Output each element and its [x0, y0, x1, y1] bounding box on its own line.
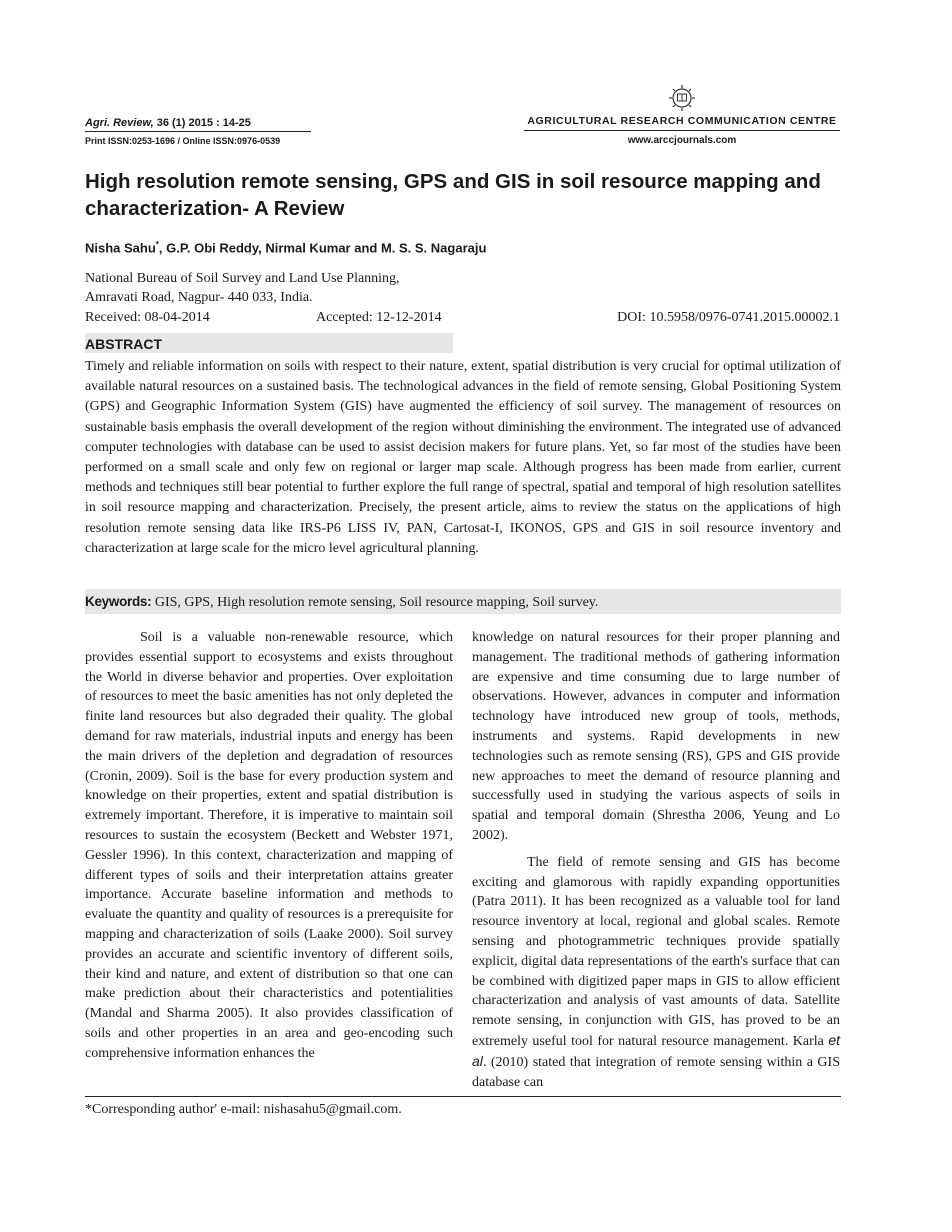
body-paragraph — [472, 853, 840, 1093]
journal-header — [85, 116, 311, 147]
accepted-date: Accepted: 12-12-2014 — [316, 310, 442, 325]
corresponding-author-footnote: *Corresponding author' e-mail: nishasahu5@gmail.com. — [85, 1102, 402, 1117]
et-al-italic: et al — [472, 1031, 840, 1069]
issn-line: Print ISSN:0253-1696 / Online ISSN:0976-0539 — [85, 136, 281, 146]
arcc-logo-icon — [668, 84, 696, 112]
body-paragraph: knowledge on natural resources for their proper planning and management. The traditional methods of gathering information are expensive and time consuming due to large number of observations. However, advances in computer and information technology have introduced new group of tools, methods, instruments and systems. Rapid developments in new technologies such as remote sensing (RS), GPS and GIS provide new approaches to meet the demand of resource planning and successfully used in studying the various aspects of soils in spatial and temporal domain (Shrestha 2006, Yeung and Lo 2002). — [472, 630, 840, 843]
article-title: High resolution remote sensing, GPS and GIS in soil resource mapping and characterization- A Review — [85, 170, 821, 220]
abstract-heading: ABSTRACT — [85, 333, 453, 353]
journal-name: Agri. Review, — [85, 117, 154, 129]
body-paragraph-text: . (2010) stated that integration of remote sensing within a GIS database can — [472, 1054, 840, 1090]
keywords-bar — [85, 589, 841, 614]
body-paragraph-text: The field of remote sensing and GIS has become exciting and glamorous with rapidly expanding opportunities (Patra 2011). It has been recognized as a valuable tool for land resource inventory at local, regional and global scales. Remote sensing and photogrammetric techniques provide spatially explicit, digital data representations of the earth's surface that can be combined with digitized paper maps in GIS to allow efficient characterization and analysis of vast amounts of data. Satellite remote sensing, in conjunction with GIS, has proved to be an extremely useful tool for natural resource management. Karla — [472, 854, 840, 1049]
affiliation-line-1: National Bureau of Soil Survey and Land Use Planning, — [85, 271, 400, 286]
doi-link[interactable]: DOI: 10.5958/0976-0741.2015.00002.1 — [617, 310, 840, 325]
journal-citation — [85, 116, 311, 132]
body-paragraph: Soil is a valuable non-renewable resource, which provides essential support to ecosystems and exists throughout the World in diverse behavior and properties. Over exploitation of resources to meet the basic amenities has not only depleted the finite land resources but also degraded their quality. The global demand for raw materials, industrial inputs and energy has been the main drivers of the depletion and degradation of resources (Cronin, 2009). Soil is the base for every production system and knowledge on their properties, extent and spatial distribution is extremely important. Therefore, it is imperative to maintain soil resources to sustain the ecosystem (Beckett and Webster 1971, Gessler 1996). In this context, characterization and mapping of different types of soils and their interpretation attains greater importance. Accurate baseline information and methods to evaluate the quantity and quality of resources is a prerequisite for mapping and characterization of soils (Laake 2000). Soil survey provides an accurate and scientific inventory of different soils, their kind and nature, and extent of distribution so that one can make prediction about their characteristics and potentialities (Mandal and Sharma 2005). It also provides classification of soils and other properties in an area and geo-encoding such comprehensive information enhances the — [85, 630, 453, 1061]
received-date: Received: 08-04-2014 — [85, 310, 210, 325]
keywords-label: Keywords: — [85, 594, 152, 609]
journal-volume: 36 (1) 2015 : 14-25 — [153, 117, 251, 129]
publisher-website-link[interactable]: www.arccjournals.com — [627, 135, 737, 146]
footnote-divider — [85, 1096, 841, 1097]
author-list — [85, 240, 486, 255]
keywords-list: GIS, GPS, High resolution remote sensing, Soil resource mapping, Soil survey. — [151, 595, 599, 610]
co-authors: , G.P. Obi Reddy, Nirmal Kumar and M. S. S. Nagaraju — [158, 240, 487, 256]
abstract-text: Timely and reliable information on soils with respect to their nature, extent, spatial distribution is very crucial for optimal utilization of available natural resources on a sustained basis. The technological advances in the field of remote sensing, Global Positioning System (GPS) and Geographic Information System (GIS) have augmented the efficiency of soil survey. The management of resources on sustainable basis emphasis the overall development of the region without diminishing the environment. The integrated use of advanced computer technologies with database can be used to assist decision makers for future plans. Yet, so far most of the studies have been performed on a small scale and only few on regional or larger map scale. Although progress has been made from earlier, current methods and techniques still bear potential to further explore the full range of spectral, spatial and temporal of high resolution satellites in soil resource mapping and characterization. Precisely, the present article, aims to review the status on the applications of high resolution remote sensing data like IRS-P6 LISS IV, PAN, Cartosat-I, IKONOS, GPS and GIS in soil resource inventory and characterization at large scale for the micro level agricultural planning. — [85, 359, 841, 556]
corresponding-author: Nisha Sahu — [85, 240, 156, 256]
corresponding-marker: * — [155, 240, 159, 249]
body-column-left — [85, 628, 453, 1064]
affiliation-line-2: Amravati Road, Nagpur- 440 033, India. — [85, 290, 313, 305]
publisher-header — [524, 84, 840, 147]
publisher-name: AGRICULTURAL RESEARCH COMMUNICATION CENTRE — [524, 115, 840, 131]
body-column-right — [472, 628, 840, 1092]
